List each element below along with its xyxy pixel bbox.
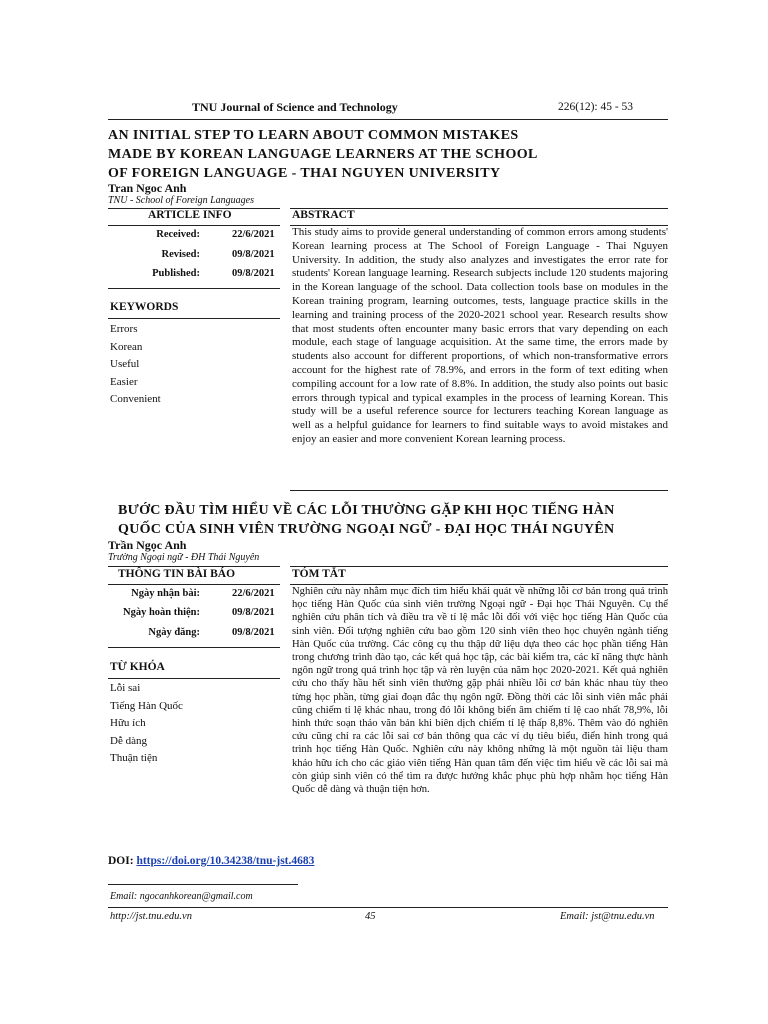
vn-abstract-heading: TÓM TẮT <box>292 568 346 580</box>
english-author: Tran Ngoc Anh <box>108 181 187 195</box>
keyword-item: Convenient <box>110 393 161 406</box>
english-title-line: OF FOREIGN LANGUAGE - THAI NGUYEN UNIVERSITY <box>108 166 501 181</box>
vn-received-date: 22/6/2021 <box>232 588 275 599</box>
doi-line <box>108 855 314 867</box>
volume-pages: 226(12): 45 - 53 <box>558 101 634 113</box>
vn-keyword-item: Dễ dàng <box>110 734 147 747</box>
vn-keywords-heading: TỪ KHÓA <box>110 661 165 673</box>
doi-label: DOI: <box>108 855 134 867</box>
keyword-item: Korean <box>110 340 143 353</box>
vn-revised-row <box>108 607 280 621</box>
keyword-item: Errors <box>110 323 138 335</box>
english-title-line: MADE BY KOREAN LANGUAGE LEARNERS AT THE SCHOOL <box>108 147 538 162</box>
english-block-bottom-rule <box>290 490 668 491</box>
vn-published-row <box>108 627 280 641</box>
footer-website[interactable]: http://jst.tnu.edu.vn <box>110 911 192 922</box>
vn-published-date: 09/8/2021 <box>232 627 275 638</box>
vn-published-label: Ngày đăng: <box>148 627 200 638</box>
received-row <box>108 229 280 243</box>
vn-revised-date: 09/8/2021 <box>232 607 275 618</box>
doi-link[interactable]: https://doi.org/10.34238/tnu-jst.4683 <box>136 855 315 867</box>
keyword-item: Easier <box>110 375 138 388</box>
vn-keyword-item: Tiếng Hàn Quốc <box>110 699 183 712</box>
english-title-line: AN INITIAL STEP TO LEARN ABOUT COMMON MISTAKES <box>108 128 519 143</box>
article-info-heading: ARTICLE INFO <box>148 209 232 221</box>
vn-article-info-heading: THÔNG TIN BÀI BÁO <box>118 568 236 580</box>
published-date: 09/8/2021 <box>232 268 275 279</box>
received-label: Received: <box>156 229 200 240</box>
revised-row <box>108 249 280 263</box>
info-sub-rule <box>108 225 280 226</box>
keywords-heading: KEYWORDS <box>110 301 179 313</box>
published-row <box>108 268 280 282</box>
received-date: 22/6/2021 <box>232 229 275 240</box>
revised-date: 09/8/2021 <box>232 249 275 260</box>
keywords-list <box>110 321 161 409</box>
vietnamese-abstract-text: Nghiên cứu này nhằm mục đích tìm hiểu khái quát về những lỗi cơ bản trong quá trình học tiếng Hàn Quốc của sinh viên trường Ngoại ngữ - Đại học Thái Nguyên. Cụ thể nghiên cứu phân tích và điều tra về tỉ lệ mắc lỗi đối với việc học tiếng Hàn Quốc của sinh viên. Đối tượng nghiên cứu bao gồm 120 sinh viên theo học chuyên ngành tiếng Hàn Quốc của trường. Các công cụ thu thập dữ liệu dựa theo các học phần tiếng Hàn trong chương trình đào tạo, các kết quả học tập, các bài kiểm tra, các kĩ năng thực hành ngôn ngữ trong quá trình học tập và rèn luyện của năm học 2020-2021. Kết quả nghiên cứu cho thấy hầu hết sinh viên thường gặp phải nhiều lỗi cơ bản khác nhau tùy theo từng học phần, từng giai đoạn đắc thụ ngôn ngữ. Đồng thời các lỗi sinh viên mắc phải cũng chiếm tỉ lệ khác nhau, trong đó lỗi không biến âm chiếm tỉ lệ cao nhất 78,9%, lỗi hình thức soạn thảo văn bản khi biên dịch chiếm tỉ lệ thấp 8,8%. Thêm vào đó nghiên cứu cũng chỉ ra các lỗi sai cơ bản thông qua các ví dụ tiêu biểu, điển hình trong quá trình học tiếng Hàn Quốc. Nghiên cứu này không những là một nguồn tài liệu tham khảo hữu ích cho các giáo viên tiếng Hàn quan tâm đến việc tìm hiểu về các lỗi sai mà còn giúp sinh viên có thể tìm ra được hướng khắc phục phù hợp nhằm học tiếng Hàn Quốc dễ dàng và thuận tiện hơn. <box>292 586 668 796</box>
header-rule <box>108 119 668 120</box>
keywords-rule <box>108 318 280 319</box>
vietnamese-author: Trần Ngọc Anh <box>108 538 187 552</box>
vietnamese-title-line: QUỐC CỦA SINH VIÊN TRƯỜNG NGOẠI NGỮ - ĐẠI HỌC THÁI NGUYÊN <box>118 522 615 537</box>
vn-keyword-item: Lỗi sai <box>110 682 141 694</box>
info-bottom-rule <box>108 288 280 289</box>
vn-info-top-rule <box>108 566 280 567</box>
keyword-item: Useful <box>110 358 140 371</box>
vn-keyword-item: Hữu ích <box>110 717 146 730</box>
abstract-heading: ABSTRACT <box>292 209 355 221</box>
vn-info-bottom-rule <box>108 647 280 648</box>
english-affiliation: TNU - School of Foreign Languages <box>108 195 255 206</box>
published-label: Published: <box>152 268 200 279</box>
footer-journal-email[interactable]: Email: jst@tnu.edu.vn <box>560 911 655 922</box>
footnote-rule <box>108 884 298 885</box>
vn-keyword-item: Thuận tiện <box>110 752 158 765</box>
english-abstract-text: This study aims to provide general understanding of common errors among students' Korean learning process at The School of Foreign Language - Thai Nguyen University. In addition, the study also analyzes and investigates the error rate for students' Korean language learning. Research subjects include 120 students majoring in the Korean language of the school. Data collection tools base on modules in the Korean training program, learning outcomes, tests, language practice skills in the learning and training process of the 2020-2021 school year. Research results show that most students often encounter many basic errors that vary depending on each module, each stage of language acquisition. At the same time, the errors made by students also account for different proportions, of which non-transformative errors account for the highest rate of 78.9%, and errors in the form of text editing when compiling account for a low rate of 8.8%. In addition, the study also points out basic errors through typical and typical examples in the process of learning Korean. This study will be a useful reference source for lecturers teaching Korean language as well as a helpful guidance for learners to find suitable ways to avoid mistakes and enjoy an easier and more convenient Korean learning process. <box>292 226 668 445</box>
vn-keywords-list <box>110 680 183 768</box>
vietnamese-title <box>118 501 658 539</box>
vn-revised-label: Ngày hoàn thiện: <box>122 607 200 618</box>
journal-name: TNU Journal of Science and Technology <box>192 100 398 114</box>
vn-received-label: Ngày nhận bài: <box>131 588 200 599</box>
author-email: Email: ngocanhkorean@gmail.com <box>110 891 253 902</box>
vn-keywords-rule <box>108 678 280 679</box>
vn-abstract-top-rule <box>290 566 668 567</box>
footer-page-number: 45 <box>365 911 376 922</box>
vietnamese-title-line: BƯỚC ĐẦU TÌM HIỂU VỀ CÁC LỖI THƯỜNG GẶP KHI HỌC TIẾNG HÀN <box>118 503 615 518</box>
vietnamese-affiliation: Trường Ngoại ngữ - ĐH Thái Nguyên <box>108 552 260 563</box>
english-title <box>108 126 578 183</box>
vn-received-row <box>108 588 280 602</box>
vn-info-sub-rule <box>108 584 280 585</box>
revised-label: Revised: <box>161 249 200 260</box>
footer-rule <box>108 907 668 908</box>
